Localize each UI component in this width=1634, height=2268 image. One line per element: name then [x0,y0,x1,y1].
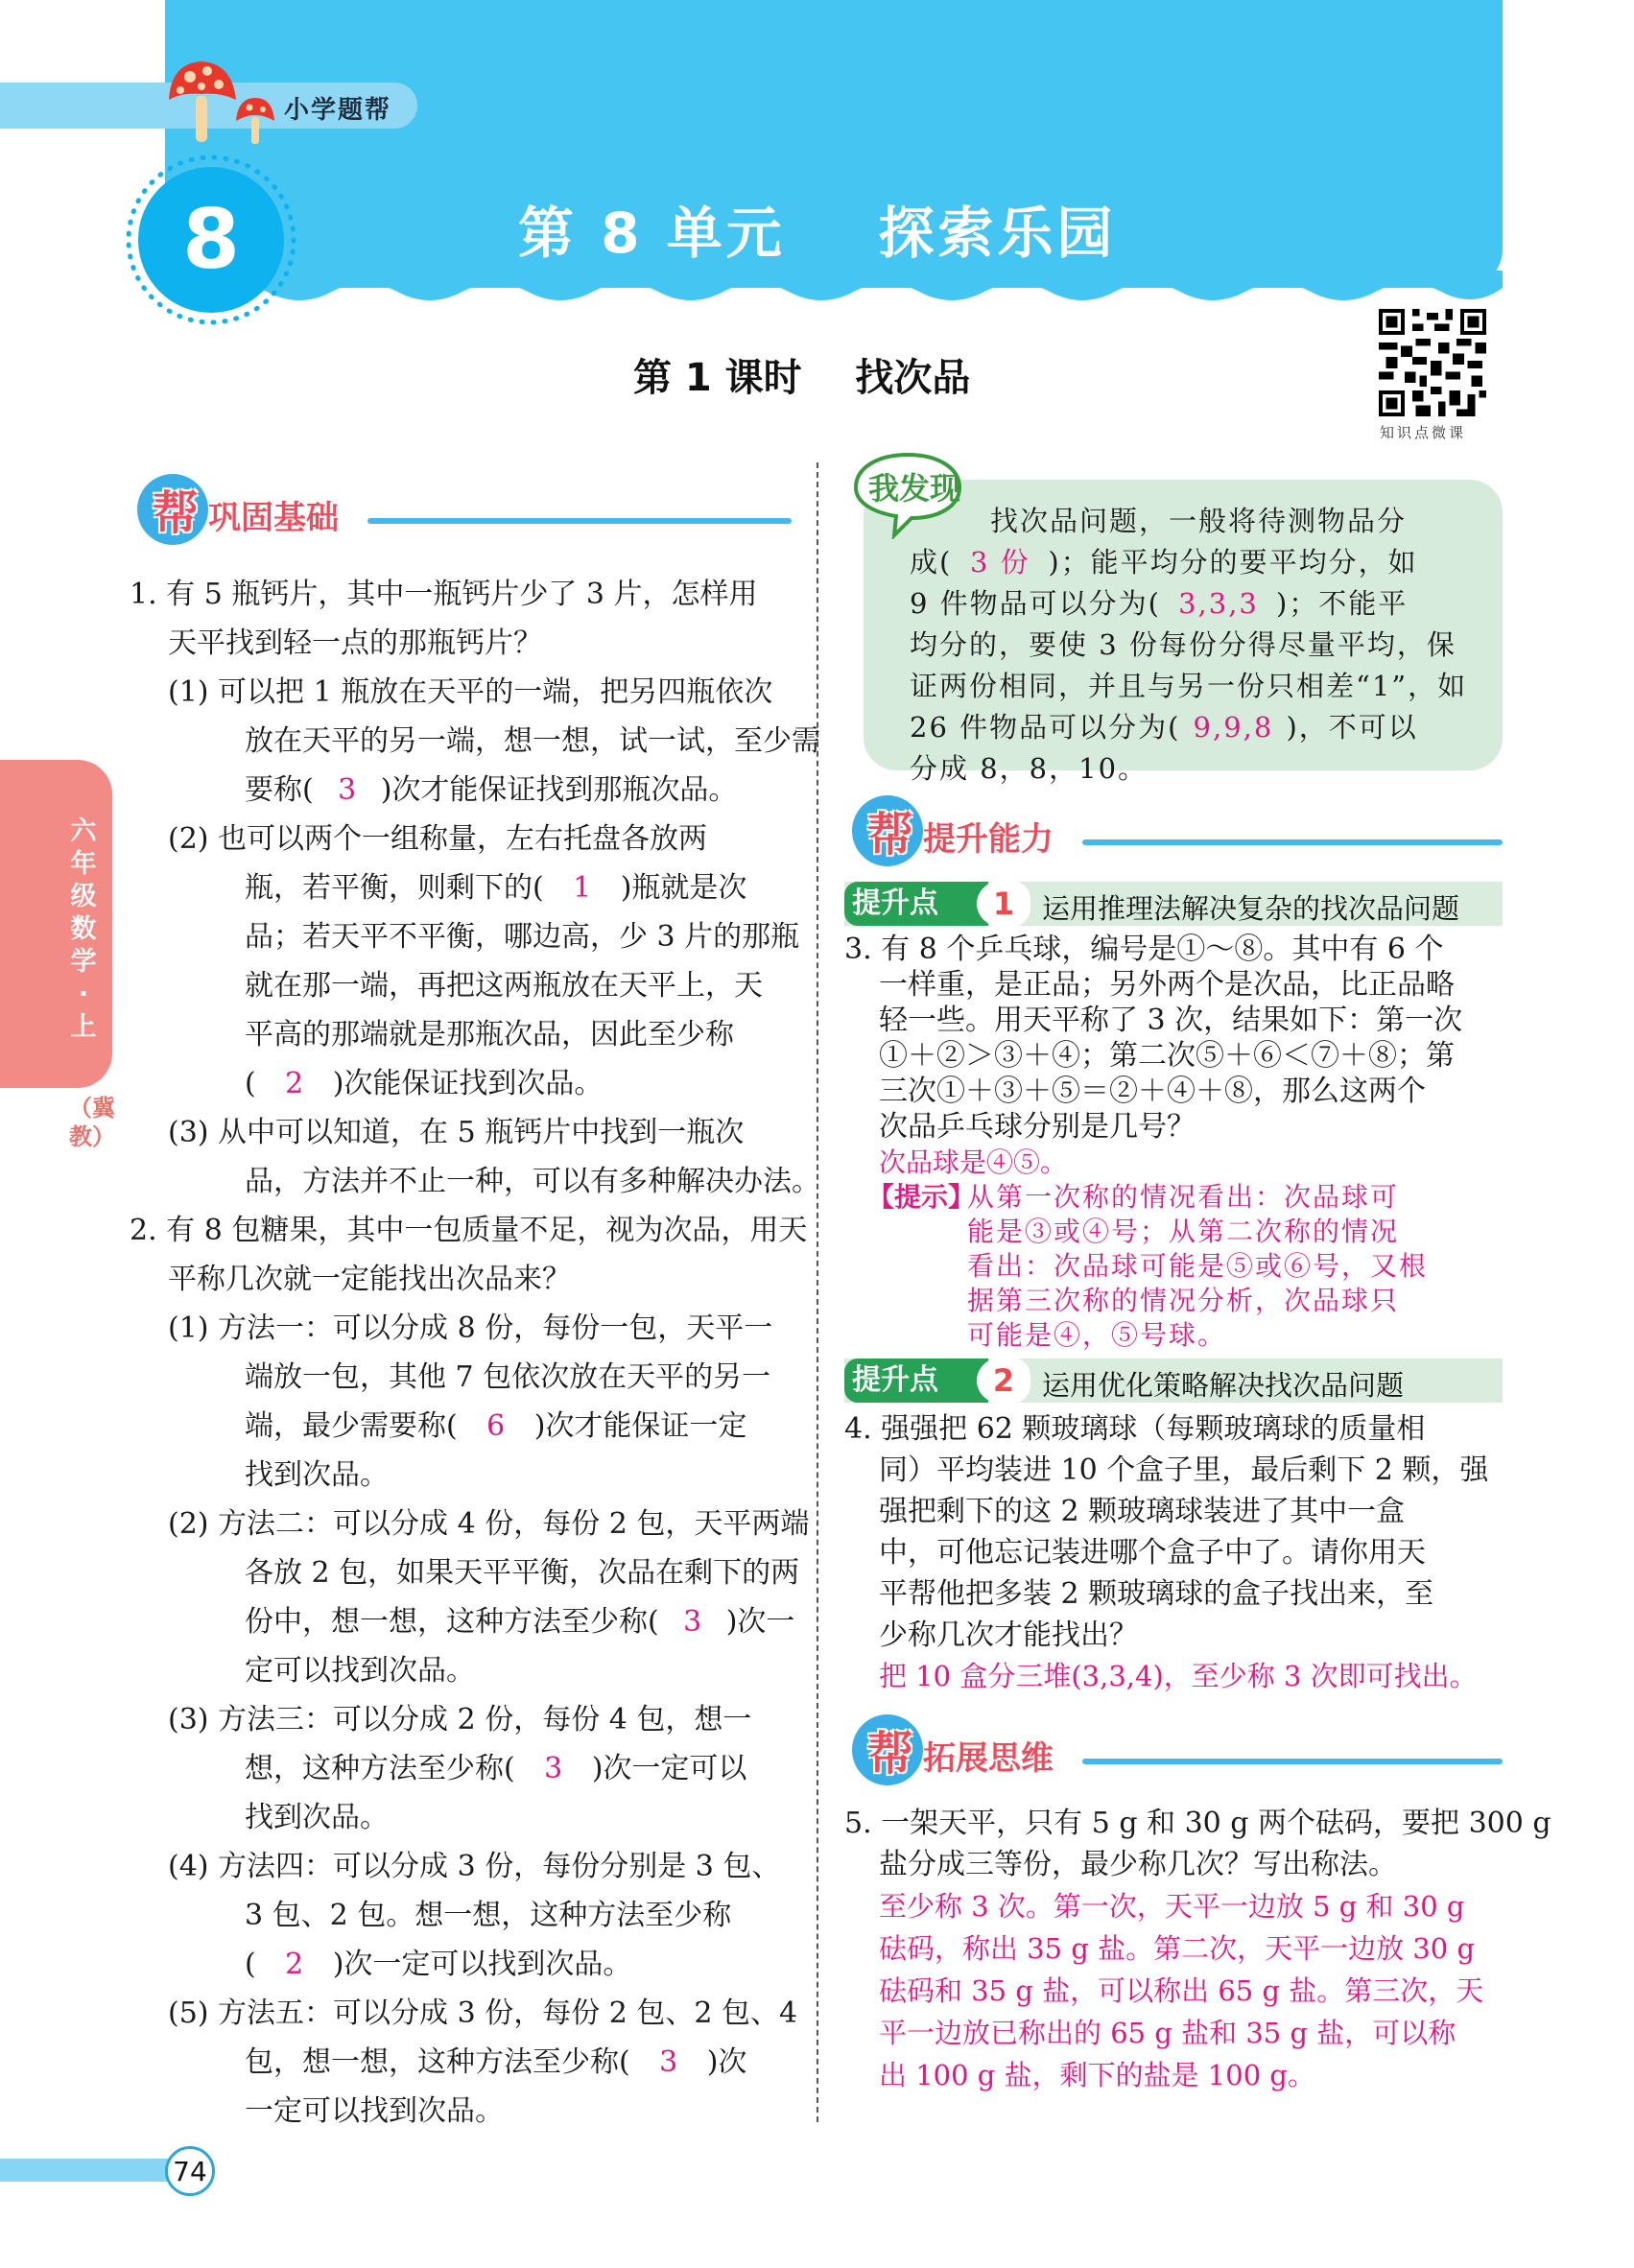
section-rule [1082,1759,1503,1764]
answer-blank: 3 [683,1605,702,1639]
answer-text: 砝码和 35 g 盐，可以称出 65 g 盐。第三次，天 [879,1974,1484,2007]
answer-blank: 3 [659,2045,678,2079]
lesson-title: 第 1 课时 找次品 [633,356,971,400]
unit-title: 第 8 单元 探索乐园 [518,201,1117,266]
left-column [130,470,820,2136]
point-number: 1 [977,880,1030,928]
answer-blank: 3 份 [969,546,1030,579]
section-basic-header [130,470,792,545]
section-title: 拓展思维 [923,1739,1054,1778]
section-improve-header [844,791,1503,866]
answer-blank: 1 [573,871,592,905]
section-title: 巩固基础 [208,499,339,537]
point-2-banner [844,1358,1503,1403]
section-extend-header [844,1711,1503,1785]
section-badge: 帮 [867,808,914,862]
mushroom-logo-icon [163,58,278,149]
hint-label: 【提示】 [867,1181,976,1213]
answer-blank: 9,9,8 [1193,711,1274,744]
section-rule [367,518,792,524]
answer-blank: 3,3,3 [1178,587,1259,620]
qr-code-icon[interactable] [1379,309,1486,416]
point-number: 2 [977,1357,1030,1405]
section-rule [1082,839,1503,845]
answer-blank: 2 [285,1067,304,1100]
question-1: 1. 有 5 瓶钙片，其中一瓶钙片少了 3 片，怎样用 天平找到轻一点的那瓶钙片？ (1) 可以把 1 瓶放在天平的一端，把另四瓶依次 放在天平的另一端，想一想，试一试，至少需 要称( 3 )次才能保证找到那瓶次品。 (2) 也可以两个一组称量，左右托盘各放两 瓶，若平衡，则剩下的( 1 )瓶就是次 品；若天平不平衡，哪边高，少 3 片的那瓶 就在那一端，再把这两瓶放在天平上，天 平高的那端就是那瓶次品，因此至少称 ( 2 )次能保证找到次品。 (3) 从中可以知道，在 5 瓶钙片中找到一瓶次 品，方法并不止一种，可以有多种解决办法。 [130,578,820,1198]
question-2: 2. 有 8 包糖果，其中一包质量不足，视为次品，用天 平称几次就一定能找出次品来？ (1) 方法一：可以分成 8 份，每份一包，天平一 端放一包，其他 7 包依次放在天平的另一 端，最少需要称( 6 )次才能保证一定 找到次品。 (2) 方法二：可以分成 4 份，每份 2 包，天平两端 各放 2 包，如果天平平衡，次品在剩下的两 份中，想一想，这种方法至少称( 3 )次一 定可以找到次品。 (3) 方法三：可以分成 2 份，每份 4 包，想一 想，这种方法至少称( 3 )次一定可以 找到次品。 (4) 方法四：可以分成 3 份，每份分别是 3 包、 3 包、2 包。想一想，这种方法至少称 ( 2 )次一定可以找到次品。 (5) 方法五：可以分成 3 份，每份 2 包、2 包、4 包，想一想，这种方法至少称( 3 )次 一定可以找到次品。 [130,1214,810,2128]
answer-blank: 3 [338,773,357,807]
brand-name: 小学题帮 [284,96,392,125]
question-4: 4. 强强把 62 颗玻璃球（每颗玻璃球的质量相 同）平均装进 10 个盒子里，最后剩下 2 颗，强 强把剩下的这 2 颗玻璃球装进了其中一盒 中，可他忘记装进哪个盒子中了。请你用天 平帮他把多装 2 颗玻璃球的盒子找出来，至 少称几次才能找出？ 把 10 盒分三堆(3,3,4)，至少称 3 次即可找出。 [844,1408,1503,1697]
answer-blank: 2 [285,1948,304,1981]
grade-label: 六年级数学·上 [70,816,97,1042]
point-title: 运用推理法解决复杂的找次品问题 [1042,892,1460,925]
section-badge: 帮 [153,486,200,540]
question-3: 3. 有 8 个乒乓球，编号是①～⑧。其中有 6 个 一样重，是正品；另外两个是次品，比正品略 轻一些。用天平称了 3 次，结果如下：第一次 ①＋②＞③＋④；第二次⑤＋⑥＜⑦＋⑧；第 三次①＋③＋⑤＝②＋④＋⑧，那么这两个 次品乒乓球分别是几号？ 次品球是④⑤。 [844,932,1503,1180]
answer-text: 砝码，称出 35 g 盐。第二次，天平一边放 30 g [879,1932,1476,1965]
discover-box: 我发现 找次品问题，一般将待测物品分 成( 3 份 )；能平均分的要平均分，如 9 件物品可以分为( 3,3,3 )；不能平 均分的，要使 3 份每份分得尽量平均，保 证两份相同，并且与另一份只相差“1”，如 26 件物品可以分为( 9,9,8 )，不可以 分成 8，8，10。 [864,480,1503,770]
point-1-banner [844,882,1503,926]
page-number: 74 [165,2146,215,2196]
column-divider [817,462,818,2122]
section-title: 提升能力 [923,820,1054,859]
right-column [844,459,1551,2096]
answer-text: 把 10 盒分三堆(3,3,4)，至少称 3 次即可找出。 [879,1660,1478,1692]
answer-blank: 6 [486,1409,506,1443]
qr-caption: 知识点微课 [1380,424,1467,441]
point-label: 提升点 [844,1358,988,1403]
unit-number: 8 [138,167,284,313]
footer-bar [0,2159,171,2182]
answer-text: 次品球是④⑤。 [879,1146,1068,1178]
answer-text: 至少称 3 次。第一次，天平一边放 5 g 和 30 g [879,1890,1465,1923]
point-title: 运用优化策略解决找次品问题 [1042,1369,1405,1402]
edition-label: （冀教） [69,1095,115,1150]
hint-block: 【提示】 从第一次称的情况看出：次品球可 能是③或④号；从第二次称的情况 看出：次品球可能是⑤或⑥号，又根 据第三次称的情况分析，次品球只 可能是④，⑤号球。 [844,1180,1503,1353]
section-badge: 帮 [867,1727,914,1781]
question-5: 5. 一架天平，只有 5 g 和 30 g 两个砝码，要把 300 g 盐分成三等份，最少称几次？写出称法。 至少称 3 次。第一次，天平一边放 5 g 和 30 g 砝码，称出 35 g 盐。第二次，天平一边放 30 g 砝码和 35 g 盐，可以称出 65 g 盐。第三次，天 平一边放已称出的 65 g 盐和 35 g 盐，可以称 出 100 g 盐，剩下的盐是 100 g。 [844,1803,1503,2096]
answer-text: 平一边放已称出的 65 g 盐和 35 g 盐，可以称 [879,2017,1456,2049]
discover-label: 我发现 [868,470,961,507]
answer-text: 出 100 g 盐，剩下的盐是 100 g。 [879,2059,1315,2091]
point-label: 提升点 [844,882,988,926]
answer-blank: 3 [544,1752,563,1785]
unit-badge [125,154,297,326]
wave-decoration [165,271,1503,309]
